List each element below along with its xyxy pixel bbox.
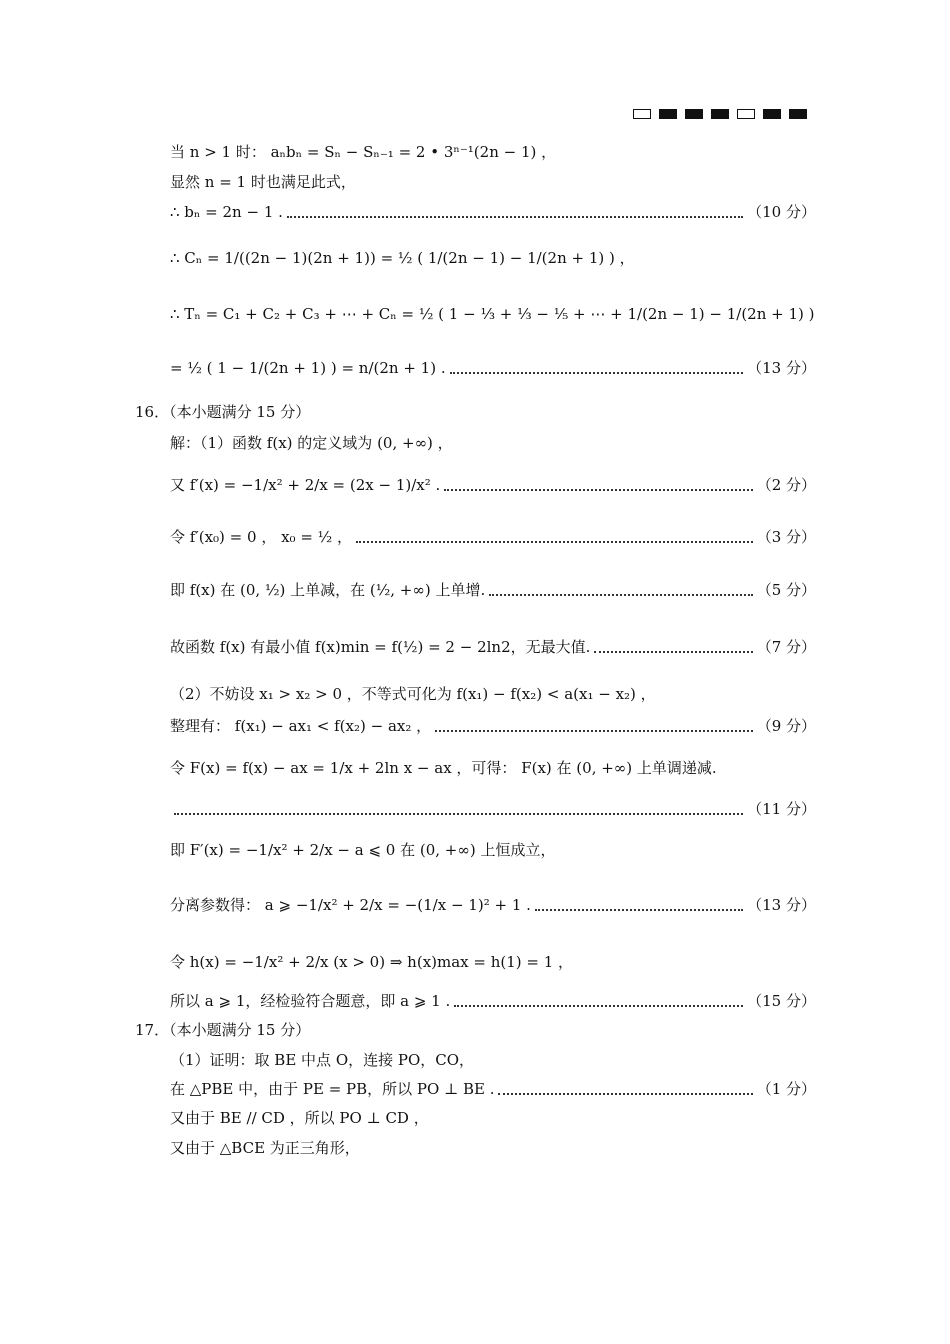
solution-line — [170, 635, 816, 659]
solution-line — [170, 473, 816, 497]
line-text: 令 F(x) = f(x) − ax = 1/x + 2ln x − ax ，可得： F(x) 在 (0, +∞) 上单调递减. — [170, 759, 717, 777]
score-label: （9 分） — [756, 717, 816, 735]
filled-square-mark — [685, 109, 703, 119]
line-text: ∴ Cₙ = 1/((2n − 1)(2n + 1)) = ½ ( 1/(2n − 1) − 1/(2n + 1) ) ， — [170, 249, 635, 267]
dot-leader — [535, 908, 743, 911]
line-text: 又由于 BE // CD ，所以 PO ⊥ CD ， — [170, 1109, 429, 1127]
solution-line — [170, 525, 816, 549]
solution-line — [170, 950, 816, 974]
line-text: 又 f′(x) = −1/x² + 2/x = (2x − 1)/x² . — [170, 476, 441, 494]
score-label: （5 分） — [756, 581, 816, 599]
solution-line — [170, 756, 816, 780]
question-heading — [135, 1018, 816, 1042]
dot-leader — [498, 1092, 752, 1095]
dot-leader — [454, 1004, 743, 1007]
filled-square-mark — [763, 109, 781, 119]
line-text: 在 △PBE 中，由于 PE = PB，所以 PO ⊥ BE . — [170, 1080, 495, 1098]
hollow-square-mark — [633, 109, 651, 119]
solution-line — [170, 1136, 816, 1160]
line-text: ∴ bₙ = 2n − 1 . — [170, 203, 283, 221]
score-label: （10 分） — [747, 203, 816, 221]
score-label: （7 分） — [756, 638, 816, 656]
header-marks — [633, 109, 807, 119]
dot-leader — [594, 650, 752, 653]
solution-line — [170, 140, 816, 164]
score-label: （15 分） — [747, 992, 816, 1010]
solution-line — [170, 714, 816, 738]
line-text: 解：（1）函数 f(x) 的定义域为 (0, +∞) ， — [170, 434, 453, 452]
line-text: 即 f(x) 在 (0, ½) 上单减，在 (½, +∞) 上单增. — [170, 581, 486, 599]
line-text: 即 F′(x) = −1/x² + 2/x − a ⩽ 0 在 (0, +∞) 上恒成立， — [170, 841, 556, 859]
solution-line — [170, 246, 816, 270]
score-label: （3 分） — [756, 528, 816, 546]
line-text: （2）不妨设 x₁ > x₂ > 0 ，不等式可化为 f(x₁) − f(x₂) < a(x₁ − x₂) ， — [170, 685, 656, 703]
line-text: 令 f′(x₀) = 0 ， x₀ = ½ ， — [170, 528, 352, 546]
solution-line — [170, 1048, 816, 1072]
filled-square-mark — [789, 109, 807, 119]
dot-leader — [435, 729, 753, 732]
line-text: 17．（本小题满分 15 分） — [135, 1021, 311, 1039]
score-label: （2 分） — [756, 476, 816, 494]
line-text: 分离参数得： a ⩾ −1/x² + 2/x = −(1/x − 1)² + 1 . — [170, 896, 531, 914]
line-text: 显然 n = 1 时也满足此式， — [170, 173, 356, 191]
solution-line — [170, 1106, 816, 1130]
line-text: = ½ ( 1 − 1/(2n + 1) ) = n/(2n + 1) . — [170, 359, 446, 377]
question-heading — [135, 400, 816, 424]
line-text: 16．（本小题满分 15 分） — [135, 403, 311, 421]
solution-line — [170, 989, 816, 1013]
hollow-square-mark — [737, 109, 755, 119]
line-text: 当 n > 1 时： aₙbₙ = Sₙ − Sₙ₋₁ = 2 • 3ⁿ⁻¹(2n − 1) ， — [170, 143, 557, 161]
line-text: ∴ Tₙ = C₁ + C₂ + C₃ + ⋯ + Cₙ = ½ ( 1 − ⅓ + ⅓ − ⅕ + ⋯ + 1/(2n − 1) − 1/(2n + 1) ) — [170, 305, 815, 323]
line-text: 令 h(x) = −1/x² + 2/x (x > 0) ⇒ h(x)max = h(1) = 1 ， — [170, 953, 574, 971]
solution-line — [170, 1077, 816, 1101]
filled-square-mark — [659, 109, 677, 119]
solution-line — [170, 200, 816, 224]
score-label: （11 分） — [747, 800, 816, 818]
dot-leader — [450, 371, 744, 374]
dot-leader — [444, 488, 752, 491]
solution-line — [170, 302, 816, 326]
solution-line — [170, 893, 816, 917]
filled-square-mark — [711, 109, 729, 119]
dot-leader — [356, 540, 753, 543]
solution-line — [170, 356, 816, 380]
solution-line — [170, 682, 816, 706]
solution-line — [170, 170, 816, 194]
solution-line — [170, 431, 816, 455]
solution-line — [170, 578, 816, 602]
dot-leader — [489, 593, 752, 596]
line-text: 所以 a ⩾ 1，经检验符合题意，即 a ⩾ 1 . — [170, 992, 451, 1010]
line-text: 整理有： f(x₁) − ax₁ < f(x₂) − ax₂ ， — [170, 717, 432, 735]
score-label: （1 分） — [756, 1080, 816, 1098]
line-text: 故函数 f(x) 有最小值 f(x)min = f(½) = 2 − 2ln2，无最大值. — [170, 638, 591, 656]
dot-leader — [174, 812, 743, 815]
line-text: 又由于 △BCE 为正三角形， — [170, 1139, 360, 1157]
dot-leader — [287, 215, 743, 218]
solution-line — [170, 797, 816, 821]
line-text: （1）证明：取 BE 中点 O，连接 PO，CO， — [170, 1051, 475, 1069]
score-label: （13 分） — [747, 359, 816, 377]
solution-line — [170, 838, 816, 862]
score-label: （13 分） — [747, 896, 816, 914]
